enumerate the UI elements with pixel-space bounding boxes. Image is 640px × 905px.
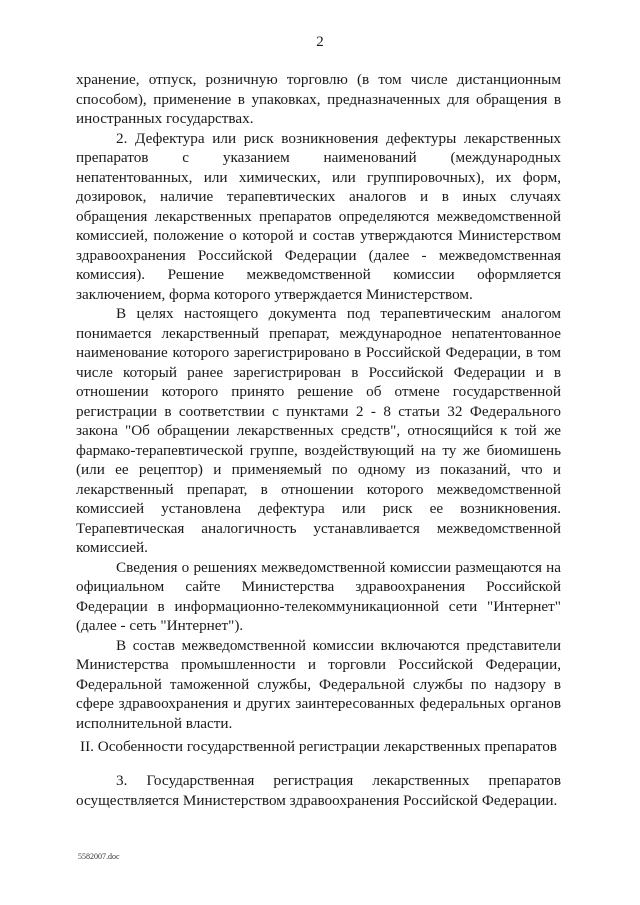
document-body: [76, 70, 561, 733]
page-number: 2: [316, 34, 324, 50]
paragraph-continuation: хранение, отпуск, розничную торговлю (в том числе дистанционным способом), применение в упаковках, предназначенных для обращения в иностранных государствах.: [76, 71, 561, 127]
paragraph-item-3-registration: 3. Государственная регистрация лекарственных препаратов осуществляется Министерством здравоохранения Российской Федерации.: [76, 772, 561, 809]
section-body: [76, 771, 561, 810]
paragraph-therapeutic-analog: В целях настоящего документа под терапевтическим аналогом понимается лекарственный препарат, международное непатентованное наименование которого зарегистрировано в Российской Федерации, в том числе который ранее зарегистрирован в Российской Федерации и в отношении которого принято решение об отмене государственной регистрации в соответствии с пунктами 2 - 8 статьи 32 Федерального закона "Об обращении лекарственных средств", относящийся к той же фармако-терапевтической группе, воздействующий на ту же биомишень (или ее рецептор) и применяемый по одному из показаний, что и лекарственный препарат, в отношении которого межведомственной комиссией установлена дефектура или риск ее возникновения. Терапевтическая аналогичность устанавливается межведомственной комиссией.: [76, 305, 561, 556]
paragraph-commission-decisions: Сведения о решениях межведомственной комиссии размещаются на официальном сайте Министерства здравоохранения Российской Федерации в информационно-телекоммуникационной сети "Интернет" (далее - сеть "Интернет").: [76, 558, 561, 634]
section-heading: II. Особенности государственной регистрации лекарственных препаратов: [80, 738, 557, 755]
document-file-name: 5582007.doc: [78, 852, 120, 861]
paragraph-commission-composition: В состав межведомственной комиссии включаются представители Министерства промышленности и торговли Российской Федерации, Федеральной таможенной службы, Федеральной службы по надзору в сфере здравоохранения и других заинтересованных федеральных органов исполнительной власти.: [76, 636, 561, 732]
paragraph-item-2-defectura: 2. Дефектура или риск возникновения дефектуры лекарственных препаратов с указанием наименований (международных непатентованных, или химических, или группировочных), их форм, дозировок, наличие терапевтических аналогов и в иных случаях обращения лекарственных препаратов определяются межведомственной комиссией, положение о которой и состав утверждаются Министерством здравоохранения Российской Федерации (далее - межведомственная комиссия). Решение межведомственной комиссии оформляется заключением, форма которого утверждается Министерством.: [76, 129, 561, 303]
